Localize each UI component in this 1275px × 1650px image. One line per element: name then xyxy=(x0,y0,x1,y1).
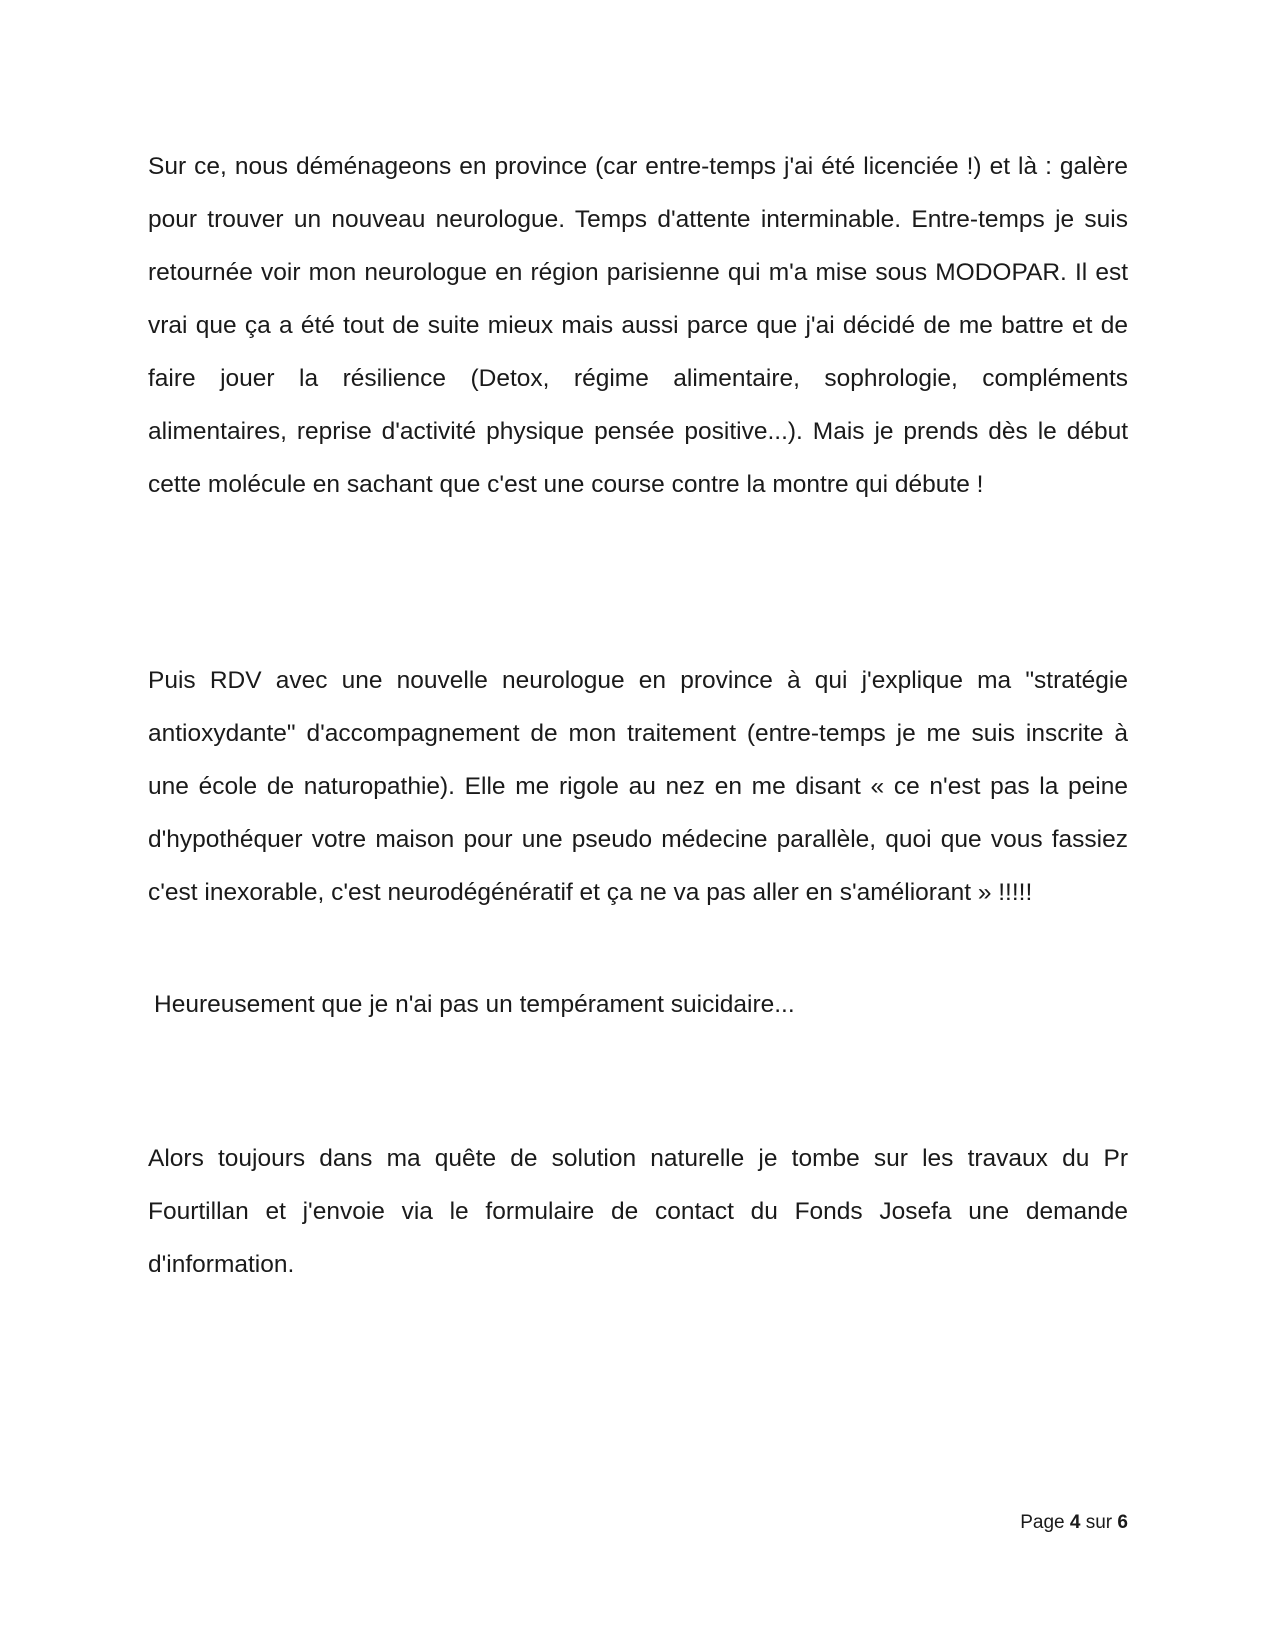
footer-page-prefix: Page xyxy=(1020,1512,1065,1533)
paragraph-3: Heureusement que je n'ai pas un tempérament suicidaire... xyxy=(154,991,795,1018)
paragraph-1: Sur ce, nous déménageons en province (car entre-temps j'ai été licenciée !) et là : galère pour trouver un nouveau neurologue. Temps d'attente interminable. Entre-temps je suis retournée voir mon neurologue en région parisienne qui m'a mise sous MODOPAR. Il est vrai que ça a été tout de suite mieux mais aussi parce que j'ai décidé de me battre et de faire jouer la résilience (Detox, régime alimentaire, sophrologie, compléments alimentaires, reprise d'activité physique pensée positive...). Mais je prends dès le début cette molécule en sachant que c'est une course contre la montre qui débute ! xyxy=(148,153,1128,498)
footer-separator: sur xyxy=(1085,1512,1113,1533)
footer-total-pages: 6 xyxy=(1117,1512,1128,1533)
page-footer xyxy=(1020,1512,1128,1534)
paragraph-4: Alors toujours dans ma quête de solution naturelle je tombe sur les travaux du Pr Fourtillan et j'envoie via le formulaire de contact du Fonds Josefa une demande d'information. xyxy=(148,1145,1128,1278)
paragraph-2: Puis RDV avec une nouvelle neurologue en province à qui j'explique ma "stratégie antioxydante" d'accompagnement de mon traitement (entre-temps je me suis inscrite à une école de naturopathie). Elle me rigole au nez en me disant « ce n'est pas la peine d'hypothéquer votre maison pour une pseudo médecine parallèle, quoi que vous fassiez c'est inexorable, c'est neurodégénératif et ça ne va pas aller en s'améliorant » !!!!! xyxy=(148,667,1128,906)
footer-current-page: 4 xyxy=(1069,1512,1081,1533)
